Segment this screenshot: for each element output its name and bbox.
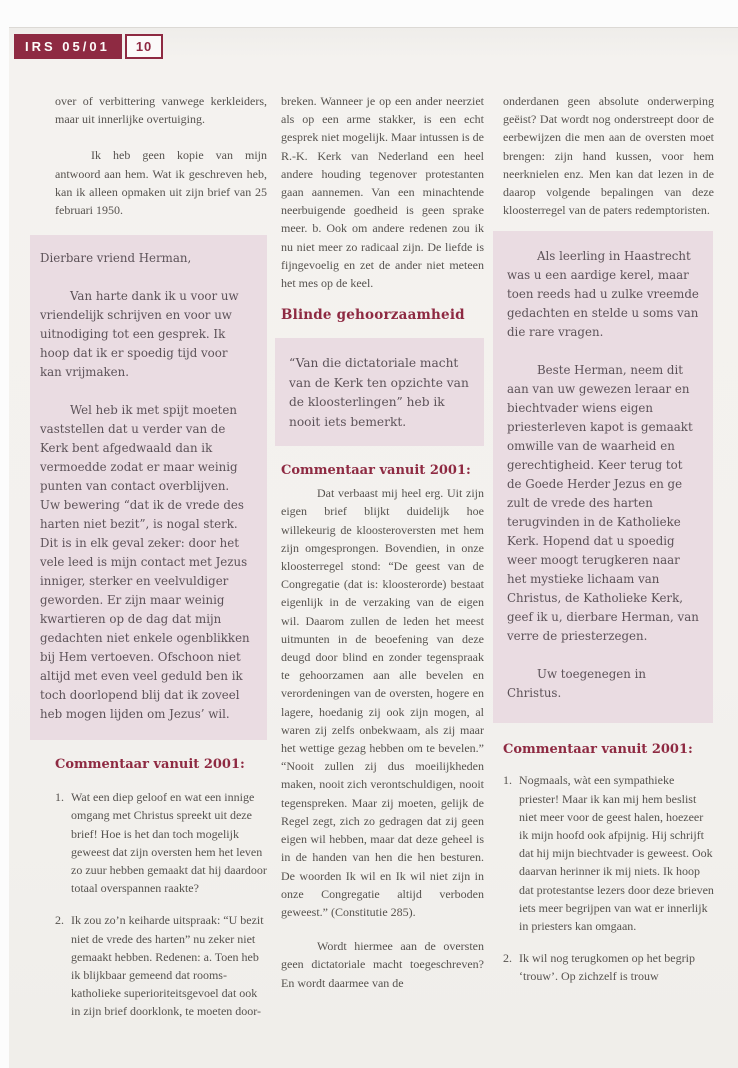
column-1 [40, 92, 267, 1021]
quote-text: “Van die dictatoriale macht van de Kerk ten opzichte van de kloosterlingen” heb ik nooit iets bemerkt. [289, 356, 469, 429]
list-number: 1. [503, 773, 512, 788]
commentary-heading: Commentaar vanuit 2001: [281, 463, 471, 479]
list-number: 2. [503, 951, 512, 966]
list-item-text: Nogmaals, wàt een sympathieke priester! Maar ik kan mij hem beslist niet meer voor de geest halen, hoezeer ik mijn hoofd ook afpijnig. Hij schrijft dat hij mijn biechtvader is geweest. Ook daarvan herinner ik mij niets. Ik hoop dat protestantse lezers door deze brieven iets meer begrijpen van wat er innerlijk in priesters kan omgaan. [519, 773, 714, 934]
letter-paragraph: Als leerling in Haastrecht was u een aardige kerel, maar toen reeds had u zulke vreemde gedachten en stelde u soms van die rare vragen. [507, 249, 699, 340]
list-number: 2. [55, 913, 64, 928]
letter-paragraph: Beste Herman, neem dit aan van uw gewezen leraar en biechtvader wiens eigen priesterleven kapot is gemaakt omwille van de waarheid en gerechtigheid. Keer terug tot de Goede Herder Jezus en ge zult de vrede des harten terugvinden in de Katholieke Kerk. Hopend dat u spoedig weer moogt terugkeren naar het mystieke lichaam van Christus, de Katholieke Kerk, geef ik u, dierbare Herman, van verre de priesterzegen. [507, 363, 699, 644]
list-item [503, 949, 714, 985]
body-paragraph: onderdanen geen absolute onderwerping geëist? Dat wordt nog onderstreept door de eerbewijzen die men aan de oversten moet brengen: zijn hand kussen, voor hem neerknielen enz. Men kan dat lezen in de daarop volgende bepalingen van deze kloosterregel van de paters redemptoristen. [503, 94, 714, 218]
commentary-paragraph: Wordt hiermee aan de oversten geen dictatoriale macht toegeschreven? En wordt daarmee van de [281, 939, 484, 990]
letter-salutation: Dierbare vriend Herman, [40, 251, 192, 266]
commentary-paragraph: Dat verbaast mij heel erg. Uit zijn eigen brief blijkt duidelijk hoe willekeurig de kloosteroversten met hem zijn omgesprongen. Bovendien, in onze kloosterregel stond: “De geest van de Congregatie (dat is: kloosterorde) bestaat eigenlijk in de verzaking van de eigen wil. Daarom zullen de leden het meest uitmunten in de beoefening van deze deugd door blind en zonder tegenspraak te gehoorzamen aan alle bevelen en verordeningen van de oversten, hogere en lagere, hoedanig zij ook zijn mogen, al waren zij zelfs onbekwaam, als zij maar het wettige gezag hebben om te bevelen.” “Nooit zullen zij dus moeilijkheden maken, nooit zich verontschuldigen, nooit tegenspreken. Maar zij moeten, gelijk de Regel zegt, zich zo gedragen dat zij geen eigen wil hebben, maar dat deze geheel is in de handen van hen die hen besturen. De woorden Ik wil en Ik wil niet zijn in onze Congregatie altijd verboden geweest.” (Constitutie 285). [281, 486, 484, 919]
letter-closing: Uw toegenegen in Christus. [507, 667, 646, 701]
list-item-text: Wat een diep geloof en wat een innige omgang met Christus spreekt uit deze brief! Hoe is het dan toch mogelijk geweest dat zijn oversten hem het leven zo zuur hebben gemaakt dat hij daardoor totaal overspannen raakte? [71, 790, 267, 896]
letter-paragraph: Wel heb ik met spijt moeten vaststellen dat u verder van de Kerk bent afgedwaald dan ik vermoedde zodat er maar weinig punten van contact overblijven. Uw bewering “dat ik de vrede des harten niet bezit”, is nogal sterk. Dit is in elk geval zeker: door het vele leed is mijn contact met Jezus inniger, sterker en veelvuldiger geworden. Er zijn maar weinig kwartieren op de dag dat mijn gedachten niet enkele ogenblikken bij Hem vertoeven. Ofschoon niet altijd met even veel geduld ben ik toch doorlopend blij dat ik zoveel heb mogen lijden om Jezus’ wil. [40, 403, 250, 722]
column-3 [503, 92, 714, 986]
list-item [503, 771, 714, 935]
list-item [55, 788, 267, 897]
list-item [55, 911, 267, 1020]
body-paragraph: over of verbittering vanwege kerkleiders, maar uit innerlijke overtuiging. [55, 94, 267, 127]
letter-paragraph: Van harte dank ik u voor uw vriendelijk schrijven en voor uw uitnodiging tot een gesprek. Ik hoop dat ik er spoedig tijd voor kan vrijmaken. [40, 289, 239, 380]
issue-label: IRS 05/01 [14, 34, 122, 59]
commentary-heading: Commentaar vanuit 2001: [55, 757, 245, 773]
quote-box [275, 338, 484, 446]
page-header-badge [14, 34, 163, 59]
magazine-page [9, 27, 738, 1068]
section-heading: Blinde gehoorzaamheid [281, 307, 465, 324]
letter-excerpt-box [30, 235, 267, 740]
body-paragraph: breken. Wanneer je op een ander neerziet als op een arme stakker, is een echt gesprek niet mogelijk. Maar intussen is de R.-K. Kerk van Nederland een heel andere houding tegenover protestanten gaan aannemen. Van een minachtende neerbuigende goedheid is geen sprake meer. b. Ook om andere redenen zou ik nu niet meer zo radicaal zijn. De liefde is fijngevoelig en zet de ander niet meteen het mes op de keel. [281, 94, 484, 291]
list-number: 1. [55, 790, 64, 805]
column-2 [281, 92, 484, 992]
list-item-text: Ik zou zo’n keiharde uitspraak: “U bezit niet de vrede des harten” nu zeker niet gemaakt hebben. Redenen: a. Toen heb ik blijkbaar gemeend dat rooms-katholieke superioriteitsgevoel dat ook in zijn brief doorklonk, te moeten door- [71, 913, 264, 1019]
page-number: 10 [125, 34, 163, 59]
commentary-heading: Commentaar vanuit 2001: [503, 742, 693, 758]
list-item-text: Ik wil nog terugkomen op het begrip ‘trouw’. Op zichzelf is trouw [519, 951, 695, 984]
letter-excerpt-box [493, 231, 713, 723]
body-paragraph: Ik heb geen kopie van mijn antwoord aan hem. Wat ik geschreven heb, kan ik alleen opmaken uit zijn brief van 25 februari 1950. [55, 148, 267, 218]
